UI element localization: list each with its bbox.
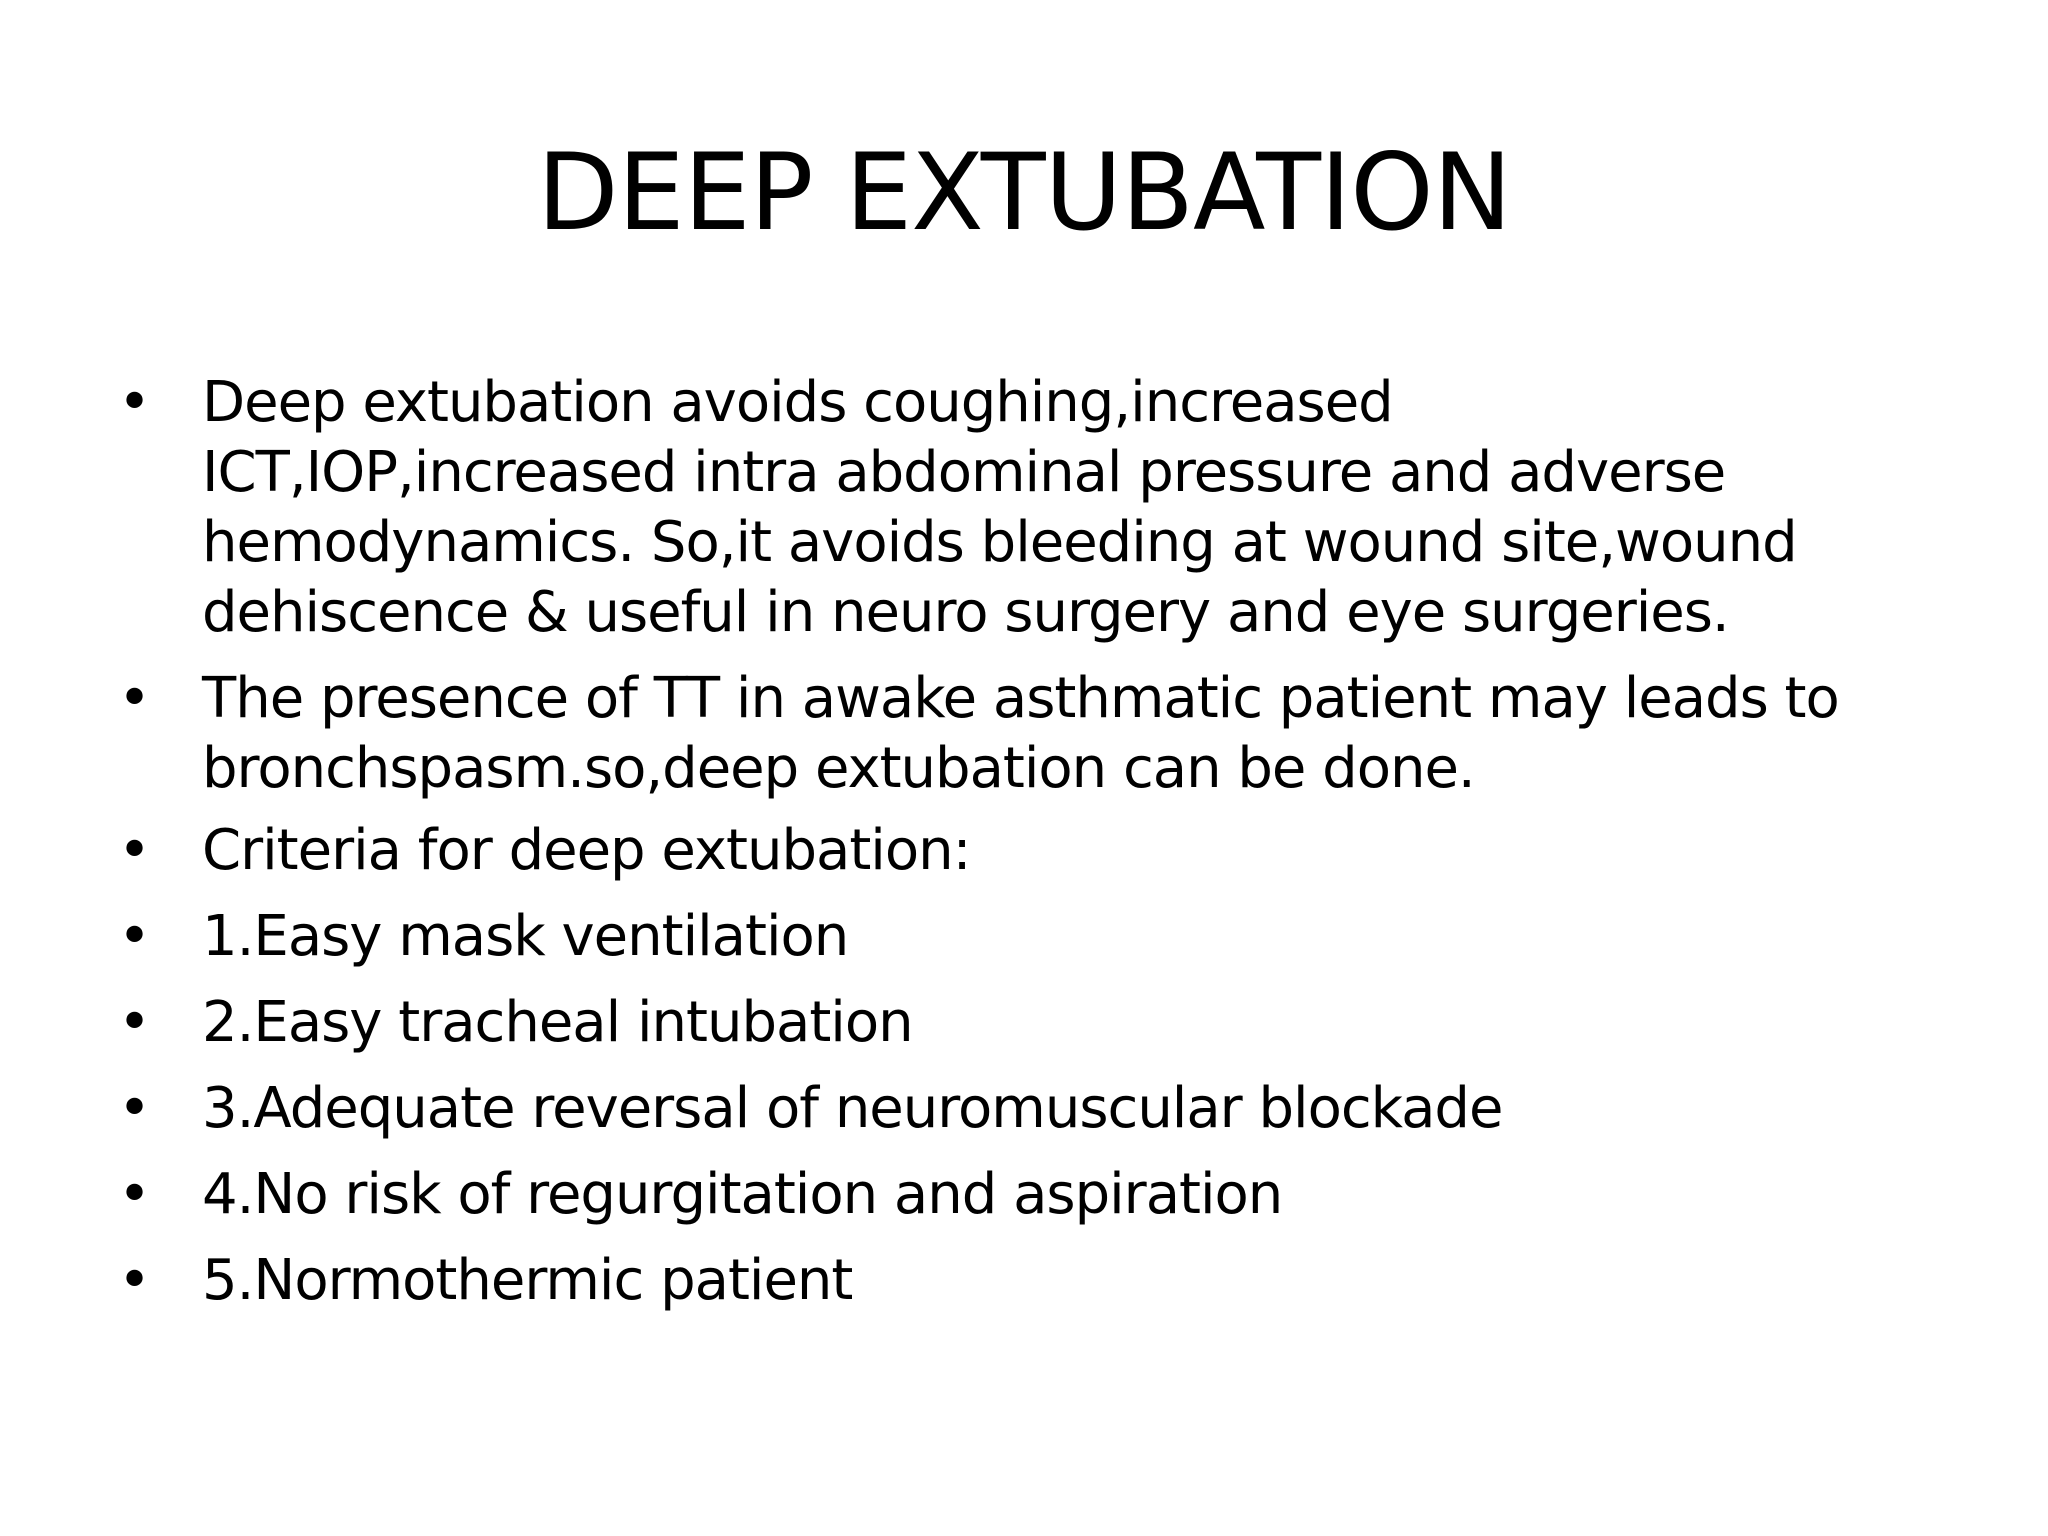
bullet-item [118,902,1958,972]
bullet-icon: • [118,990,152,1055]
bullet-line: bronchspasm.so,deep extubation can be done. [202,736,1475,801]
bullet-icon: • [118,1076,152,1141]
bullet-line: ICT,IOP,increased intra abdominal pressure and adverse [202,440,1726,505]
bullet-icon: • [118,818,152,883]
bullet-text [202,1246,1958,1316]
bullet-line: The presence of TT in awake asthmatic patient may leads to [202,666,1839,731]
bullet-text [202,664,1958,804]
bullet-item [118,1160,1958,1230]
slide-title: DEEP EXTUBATION [537,131,1511,254]
bullet-text [202,1074,1958,1144]
bullet-icon: • [118,370,152,435]
bullet-text [202,902,1958,972]
bullet-text [202,1160,1958,1230]
bullet-item [118,816,1958,886]
bullet-icon: • [118,1162,152,1227]
bullet-line: Deep extubation avoids coughing,increased [202,370,1393,435]
bullet-item [118,988,1958,1058]
bullet-line: dehiscence & useful in neuro surgery and eye surgeries. [202,580,1729,645]
bullet-line: 2.Easy tracheal intubation [202,990,913,1055]
bullet-line: 3.Adequate reversal of neuromuscular blockade [202,1076,1503,1141]
bullet-text [202,816,1958,886]
bullet-line: 4.No risk of regurgitation and aspiration [202,1162,1283,1227]
bullet-line: hemodynamics. So,it avoids bleeding at wound site,wound [202,510,1797,575]
bullet-icon: • [118,1248,152,1313]
bullet-icon: • [118,904,152,969]
bullet-item [118,664,1958,804]
bullet-text [202,988,1958,1058]
bullet-line: 1.Easy mask ventilation [202,904,849,969]
bullet-line: Criteria for deep extubation: [202,818,971,883]
bullet-item [118,368,1958,648]
bullet-item [118,1246,1958,1316]
bullet-line: 5.Normothermic patient [202,1248,853,1313]
bullet-text [202,368,1958,648]
bullet-item [118,1074,1958,1144]
bullet-icon: • [118,666,152,731]
